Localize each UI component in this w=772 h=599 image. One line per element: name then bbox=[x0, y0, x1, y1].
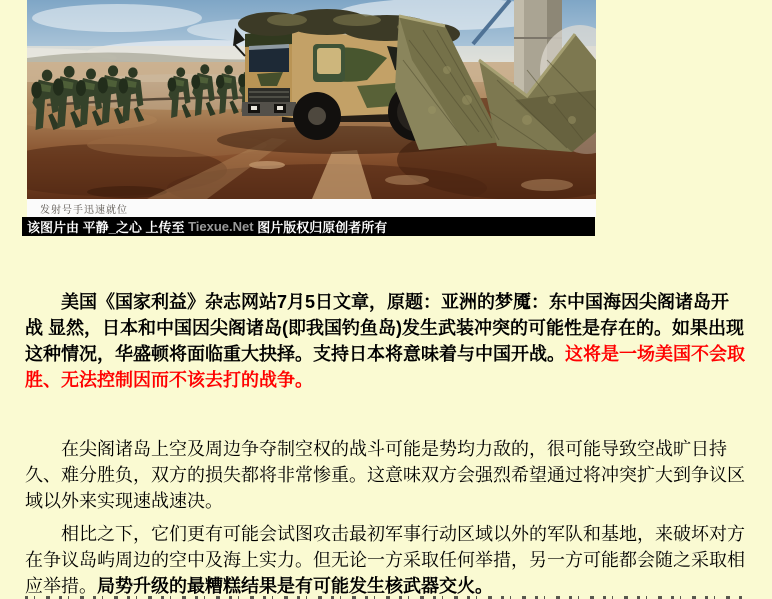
credit-text-before: 该图片由 平静_之心 上传至 bbox=[27, 220, 189, 235]
paragraph-1-highlight: 这将是一场美国不会取胜、无法控制因而不该去打的战争。 bbox=[25, 344, 745, 390]
media-block bbox=[27, 0, 596, 236]
paragraph-1 bbox=[25, 289, 747, 393]
paragraph-1-text: 美国《国家利益》杂志网站7月5日文章，原题：亚洲的梦魇：东中国海因尖阁诸岛开战 显然，日本和中国因尖阁诸岛(即我国钓鱼岛)发生武装冲突的可能性是存在的。如果出现这种情况，华盛顿将面临重大抉择。支持日本将意味着与中国开战。 bbox=[25, 292, 744, 364]
article-photo bbox=[27, 0, 596, 199]
article-body bbox=[0, 289, 772, 599]
paragraph-2: 在尖阁诸岛上空及周边争夺制空权的战斗可能是势均力敌的，很可能导致空战旷日持久、难分胜负，双方的损失都将非常惨重。这意味双方会强烈希望通过将冲突扩大到争议区域以外来实现速战速决。 bbox=[25, 439, 745, 511]
military-photo-illustration bbox=[27, 0, 596, 199]
photo-caption-strip bbox=[27, 199, 596, 217]
photo-caption: 发射号手迅速就位 bbox=[40, 204, 128, 216]
paragraph-3 bbox=[25, 521, 747, 599]
paragraph-3-text: 相比之下，它们更有可能会试图攻击最初军事行动区域以外的军队和基地，来破坏对方在争议岛屿周边的空中及海上实力。但无论一方采取任何举措，另一方可能都会随之采取相应举措。 bbox=[25, 524, 745, 596]
credit-site-name: Tiexue.Net bbox=[188, 219, 254, 234]
paragraph-3-bold-ending: 局势升级的最糟糕结果是有可能发生核武器交火。 bbox=[97, 576, 493, 596]
image-credit-bar bbox=[22, 217, 595, 236]
credit-text-after: 图片版权归原创者所有 bbox=[253, 220, 388, 235]
